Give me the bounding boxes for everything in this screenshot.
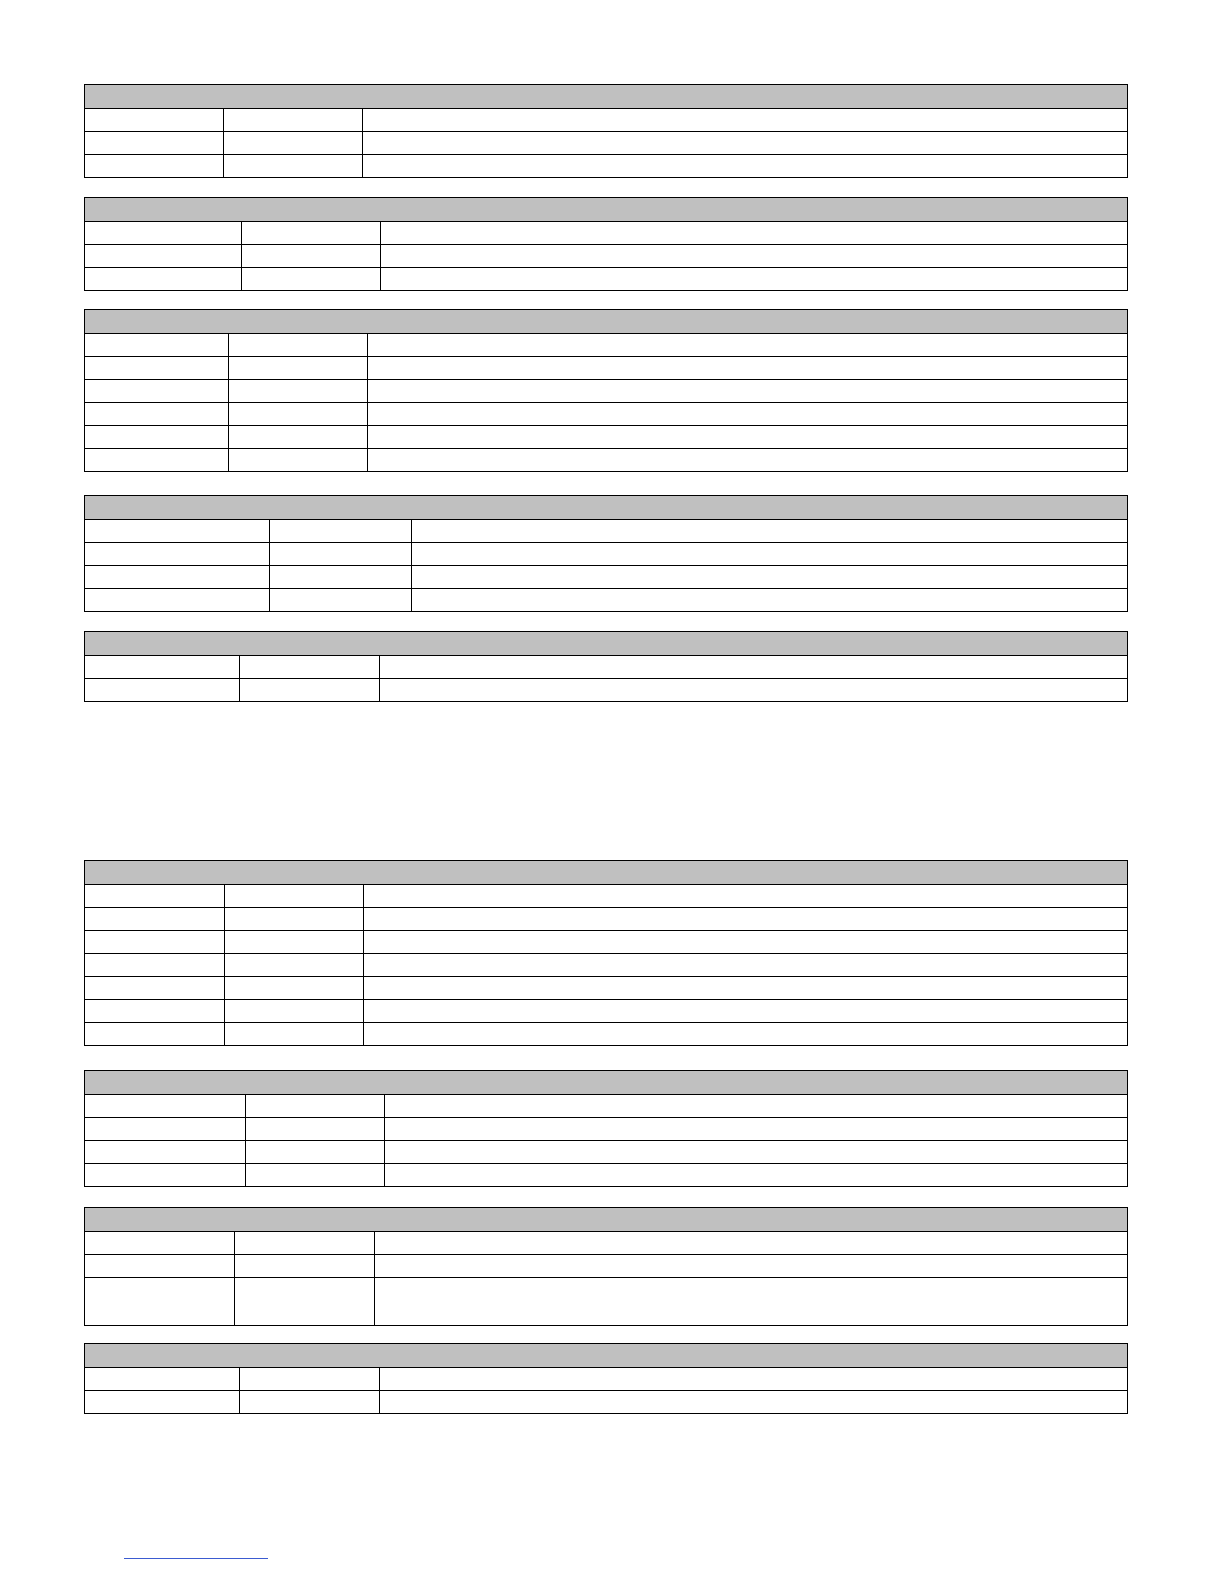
table-cell [375,1255,1128,1278]
table-cell [235,1278,375,1326]
table-cell [380,656,1128,679]
table-cell [85,1278,235,1326]
table-row [85,1023,1128,1046]
table-cell [242,222,381,245]
section-header [85,1344,1128,1368]
table-cell [225,954,364,977]
table-cell [363,155,1128,178]
table-row [85,357,1128,380]
table-row [85,155,1128,178]
table-cell [85,109,224,132]
table-cell [385,1141,1128,1164]
table-row [85,132,1128,155]
table-cell [85,1095,246,1118]
table-cell [368,357,1128,380]
table-cell [412,589,1128,612]
table-row [85,426,1128,449]
section-table-9 [84,1343,1128,1414]
section-header-row [85,1208,1128,1232]
table-cell [235,1232,375,1255]
footnote-separator [124,1558,268,1559]
table-cell [225,1000,364,1023]
table-cell [364,1023,1128,1046]
table-cell [246,1095,385,1118]
table-row [85,1368,1128,1391]
table-row [85,1164,1128,1187]
section-header-row [85,632,1128,656]
table-cell [224,155,363,178]
table-cell [85,656,240,679]
table-row [85,977,1128,1000]
table-cell [85,357,229,380]
table-cell [380,679,1128,702]
section-table-8 [84,1207,1128,1326]
table-cell [85,954,225,977]
table-cell [85,1391,240,1414]
table-cell [364,954,1128,977]
table-cell [246,1141,385,1164]
table-cell [385,1118,1128,1141]
table-cell [85,268,242,291]
section-header-row [85,1071,1128,1095]
table-cell [380,1391,1128,1414]
table-cell [229,403,368,426]
table-cell [381,268,1128,291]
table-cell [225,977,364,1000]
table-cell [380,1368,1128,1391]
table-row [85,1255,1128,1278]
section-header [85,310,1128,334]
table-cell [85,566,270,589]
table-cell [85,543,270,566]
table-cell [225,931,364,954]
table-cell [381,245,1128,268]
table-cell [363,132,1128,155]
table-cell [375,1278,1128,1326]
table-cell [85,1164,246,1187]
table-cell [240,1368,380,1391]
table-row [85,380,1128,403]
table-cell [85,1368,240,1391]
section-header-row [85,496,1128,520]
table-cell [85,245,242,268]
table-cell [85,1000,225,1023]
table-cell [375,1232,1128,1255]
table-row [85,222,1128,245]
table-cell [85,222,242,245]
table-cell [85,334,229,357]
table-row [85,520,1128,543]
section-header [85,496,1128,520]
table-cell [85,931,225,954]
table-cell [368,403,1128,426]
table-cell [85,520,270,543]
table-cell [85,380,229,403]
table-cell [368,380,1128,403]
table-cell [229,334,368,357]
table-cell [229,426,368,449]
table-cell [229,380,368,403]
section-header [85,1208,1128,1232]
table-cell [229,357,368,380]
table-cell [364,977,1128,1000]
table-cell [385,1164,1128,1187]
table-cell [270,589,412,612]
section-table-7 [84,1070,1128,1187]
table-cell [85,1255,235,1278]
table-cell [85,1141,246,1164]
table-cell [85,132,224,155]
table-row [85,566,1128,589]
table-row [85,885,1128,908]
table-cell [85,449,229,472]
table-row [85,543,1128,566]
table-cell [229,449,368,472]
table-cell [85,155,224,178]
section-table-6 [84,860,1128,1046]
table-cell [85,679,240,702]
table-cell [412,520,1128,543]
table-cell [85,977,225,1000]
section-table-2 [84,197,1128,291]
table-cell [240,679,380,702]
section-header [85,861,1128,885]
section-table-5 [84,631,1128,702]
section-header-row [85,1344,1128,1368]
table-row [85,109,1128,132]
table-cell [364,908,1128,931]
table-row [85,589,1128,612]
section-header [85,632,1128,656]
table-cell [85,1232,235,1255]
table-cell [270,520,412,543]
table-cell [85,1118,246,1141]
table-cell [225,908,364,931]
table-cell [240,656,380,679]
table-cell [85,426,229,449]
section-header [85,1071,1128,1095]
table-row [85,334,1128,357]
table-row [85,1118,1128,1141]
table-cell [368,449,1128,472]
table-cell [225,1023,364,1046]
section-header-row [85,861,1128,885]
table-cell [246,1118,385,1141]
table-row [85,1000,1128,1023]
table-cell [368,334,1128,357]
table-cell [412,566,1128,589]
table-cell [240,1391,380,1414]
table-cell [270,543,412,566]
table-cell [412,543,1128,566]
section-header-row [85,85,1128,109]
table-cell [224,109,363,132]
table-row [85,931,1128,954]
table-row [85,679,1128,702]
table-cell [363,109,1128,132]
table-row [85,954,1128,977]
table-cell [85,403,229,426]
section-header [85,85,1128,109]
table-row [85,268,1128,291]
section-table-4 [84,495,1128,612]
table-cell [242,268,381,291]
table-cell [364,931,1128,954]
table-row [85,245,1128,268]
table-row [85,1278,1128,1326]
table-cell [235,1255,375,1278]
table-cell [242,245,381,268]
table-row [85,1095,1128,1118]
section-table-1 [84,84,1128,178]
section-header-row [85,198,1128,222]
table-row [85,1391,1128,1414]
table-cell [224,132,363,155]
section-header [85,198,1128,222]
table-row [85,403,1128,426]
table-cell [364,885,1128,908]
table-cell [225,885,364,908]
table-cell [381,222,1128,245]
table-cell [385,1095,1128,1118]
table-cell [85,908,225,931]
table-cell [246,1164,385,1187]
table-cell [85,1023,225,1046]
table-row [85,449,1128,472]
table-cell [85,885,225,908]
table-cell [364,1000,1128,1023]
table-cell [368,426,1128,449]
table-row [85,908,1128,931]
table-row [85,1141,1128,1164]
table-cell [85,589,270,612]
table-row [85,1232,1128,1255]
section-header-row [85,310,1128,334]
section-table-3 [84,309,1128,472]
table-cell [270,566,412,589]
table-row [85,656,1128,679]
